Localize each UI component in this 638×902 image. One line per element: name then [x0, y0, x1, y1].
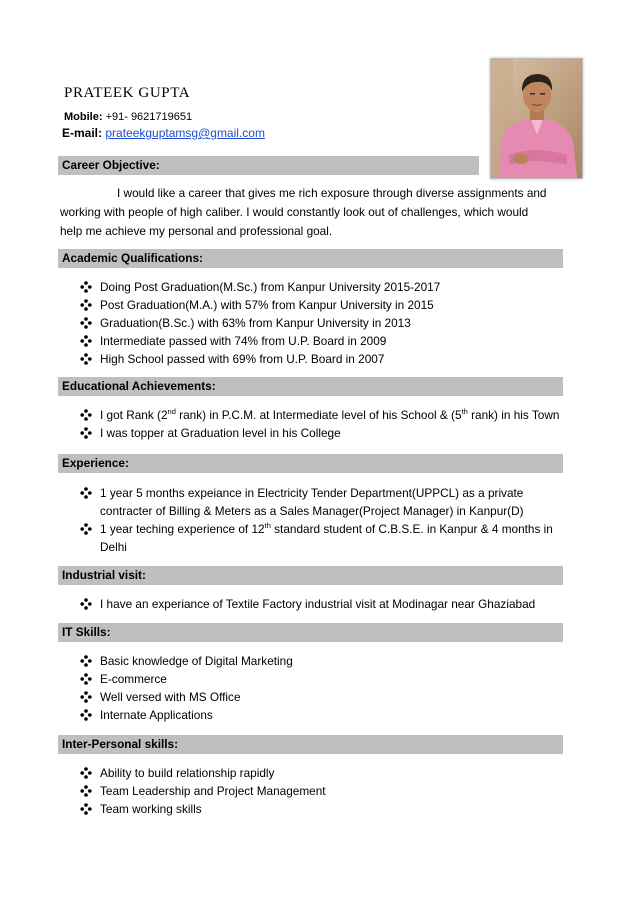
interpersonal-heading: Inter-Personal skills: — [58, 735, 563, 754]
it-skills-list — [79, 652, 293, 724]
list-item: High School passed with 69% from U.P. Board in 2007 — [79, 350, 440, 368]
achievements-heading: Educational Achievements: — [58, 377, 563, 396]
industrial-list — [79, 595, 535, 613]
list-item: Ability to build relationship rapidly — [79, 764, 326, 782]
list-item: I was topper at Graduation level in his College — [79, 424, 559, 442]
list-item: I have an experiance of Textile Factory industrial visit at Modinagar near Ghaziabad — [79, 595, 535, 613]
list-item: Team working skills — [79, 800, 326, 818]
diamond-dots-bullet-icon — [79, 520, 93, 538]
experience-list — [79, 484, 553, 556]
career-line: I would like a career that gives me rich exposure through diverse assignments and — [117, 186, 547, 200]
list-item: 1 year teching experience of 12th standard student of C.B.S.E. in Kanpur & 4 months in Delhi — [79, 520, 553, 556]
list-item: Graduation(B.Sc.) with 63% from Kanpur University in 2013 — [79, 314, 440, 332]
mobile-value: +91- 9621719651 — [105, 111, 193, 123]
list-item: Doing Post Graduation(M.Sc.) from Kanpur University 2015-2017 — [79, 278, 440, 296]
interpersonal-list — [79, 764, 326, 818]
diamond-dots-bullet-icon — [79, 296, 93, 314]
mobile-label: Mobile: — [64, 111, 103, 123]
diamond-dots-bullet-icon — [79, 670, 93, 688]
list-item: Intermediate passed with 74% from U.P. Board in 2009 — [79, 332, 440, 350]
profile-photo-image — [491, 59, 582, 178]
it-skills-heading: IT Skills: — [58, 623, 563, 642]
candidate-name: PRATEEK GUPTA — [64, 85, 191, 101]
diamond-dots-bullet-icon — [79, 800, 93, 818]
academic-heading: Academic Qualifications: — [58, 249, 563, 268]
email-label: E-mail: — [62, 126, 103, 140]
career-objective-text — [60, 184, 550, 241]
career-objective-heading: Career Objective: — [58, 156, 479, 175]
achievements-list — [79, 406, 559, 442]
list-item: I got Rank (2nd rank) in P.C.M. at Intermediate level of his School & (5th rank) in his Town — [79, 406, 559, 424]
industrial-heading: Industrial visit: — [58, 566, 563, 585]
academic-list — [79, 278, 440, 368]
diamond-dots-bullet-icon — [79, 484, 93, 502]
list-item: Basic knowledge of Digital Marketing — [79, 652, 293, 670]
diamond-dots-bullet-icon — [79, 782, 93, 800]
diamond-dots-bullet-icon — [79, 652, 93, 670]
experience-heading: Experience: — [58, 454, 563, 473]
list-item: E-commerce — [79, 670, 293, 688]
diamond-dots-bullet-icon — [79, 406, 93, 424]
diamond-dots-bullet-icon — [79, 706, 93, 724]
career-line: help me achieve my personal and professional goal. — [60, 224, 333, 238]
diamond-dots-bullet-icon — [79, 595, 93, 613]
diamond-dots-bullet-icon — [79, 332, 93, 350]
career-line: working with people of high caliber. I would constantly look out of challenges, which would — [60, 205, 529, 219]
list-item: Internate Applications — [79, 706, 293, 724]
diamond-dots-bullet-icon — [79, 764, 93, 782]
profile-photo — [490, 58, 583, 179]
diamond-dots-bullet-icon — [79, 314, 93, 332]
diamond-dots-bullet-icon — [79, 350, 93, 368]
list-item: Post Graduation(M.A.) with 57% from Kanpur University in 2015 — [79, 296, 440, 314]
email-link[interactable]: prateekguptamsg@gmail.com — [105, 126, 265, 140]
email-line — [62, 126, 265, 140]
diamond-dots-bullet-icon — [79, 688, 93, 706]
list-item: Team Leadership and Project Management — [79, 782, 326, 800]
diamond-dots-bullet-icon — [79, 424, 93, 442]
list-item: Well versed with MS Office — [79, 688, 293, 706]
diamond-dots-bullet-icon — [79, 278, 93, 296]
list-item: 1 year 5 months expeiance in Electricity Tender Department(UPPCL) as a private contracter of Billing & Meters as a Sales Manager(Project Manager) in Kanpur(D) — [79, 484, 553, 520]
mobile-line — [64, 111, 192, 123]
